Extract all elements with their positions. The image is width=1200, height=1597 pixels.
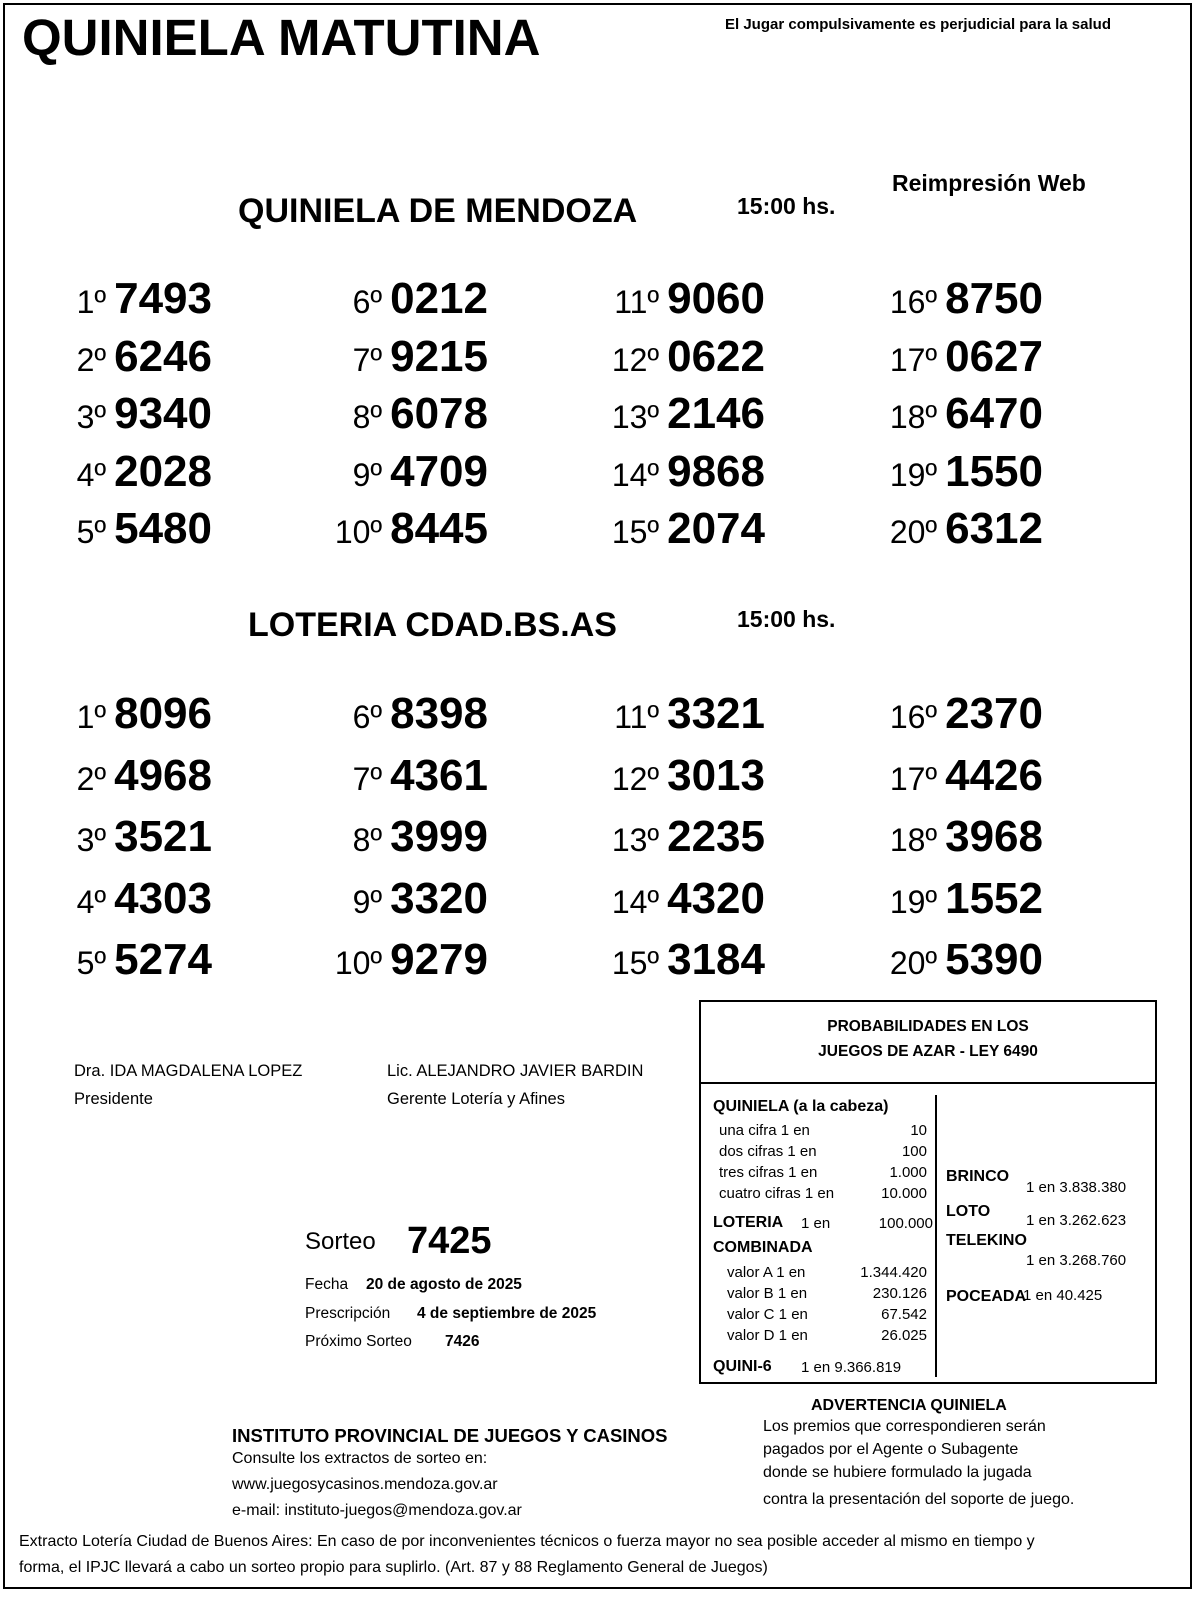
result-position: 17º bbox=[889, 760, 938, 797]
result-cell bbox=[12, 389, 212, 439]
result-cell bbox=[843, 812, 1043, 862]
probabilities-title-line1: PROBABILIDADES EN LOS bbox=[827, 1018, 1029, 1035]
result-number: 3013 bbox=[667, 750, 765, 800]
result-number: 8445 bbox=[390, 504, 488, 553]
advertencia-line: Los premios que correspondieren serán bbox=[763, 1418, 1046, 1435]
prob-row-label: tres cifras 1 en bbox=[719, 1164, 818, 1181]
prob-row-value: 67.542 bbox=[881, 1306, 927, 1323]
result-cell bbox=[288, 389, 488, 439]
result-number: 8398 bbox=[390, 689, 488, 738]
result-cell bbox=[288, 274, 488, 324]
prob-row-label: valor A 1 en bbox=[727, 1264, 806, 1281]
prob-row-label: valor D 1 en bbox=[727, 1327, 808, 1344]
result-position: 19º bbox=[889, 883, 938, 920]
prob-row-label: valor C 1 en bbox=[727, 1306, 808, 1323]
poceada-prob-label: POCEADA bbox=[946, 1288, 1027, 1305]
result-position: 6º bbox=[352, 284, 383, 320]
advertencia-line: donde se hubiere formulado la jugada bbox=[763, 1464, 1032, 1481]
result-cell bbox=[288, 447, 488, 497]
footer-line1: Extracto Lotería Ciudad de Buenos Aires: En caso de por inconvenientes técnicos o fuerza mayor no sea posible acceder al mismo en tiempo y bbox=[19, 1533, 1035, 1550]
result-cell bbox=[565, 274, 765, 324]
footer-line2: forma, el IPJC llevará a cabo un sorteo propio para suplirlo. (Art. 87 y 88 Reglamento General de Juegos) bbox=[19, 1559, 768, 1576]
signer-left-name: Dra. IDA MAGDALENA LOPEZ bbox=[74, 1062, 303, 1080]
result-number: 2370 bbox=[945, 689, 1043, 738]
institute-email: e-mail: instituto-juegos@mendoza.gov.ar bbox=[232, 1502, 522, 1519]
result-number: 8096 bbox=[114, 689, 212, 738]
prob-row-value: 230.126 bbox=[872, 1285, 927, 1302]
health-warning: El Jugar compulsivamente es perjudicial para la salud bbox=[725, 16, 1111, 33]
result-number: 3321 bbox=[667, 689, 765, 738]
brinco-prob-value: 1 en 3.838.380 bbox=[1026, 1179, 1127, 1196]
result-position: 17º bbox=[889, 341, 938, 378]
result-position: 2º bbox=[76, 760, 107, 797]
result-cell bbox=[12, 812, 212, 862]
signer-left-role: Presidente bbox=[74, 1090, 153, 1108]
result-number: 9215 bbox=[390, 331, 488, 381]
result-number: 6246 bbox=[114, 331, 212, 381]
result-number: 4968 bbox=[114, 750, 212, 800]
result-number: 5274 bbox=[114, 935, 212, 984]
result-position: 14º bbox=[611, 456, 660, 493]
result-number: 5390 bbox=[945, 935, 1043, 984]
result-number: 9060 bbox=[667, 274, 765, 323]
result-position: 15º bbox=[611, 514, 660, 550]
proximo-value: 7426 bbox=[445, 1333, 480, 1350]
institute-website: www.juegosycasinos.mendoza.gov.ar bbox=[232, 1476, 498, 1493]
result-cell bbox=[843, 389, 1043, 439]
result-cell bbox=[288, 689, 488, 739]
result-cell bbox=[12, 447, 212, 497]
result-number: 5480 bbox=[114, 504, 212, 553]
poceada-prob-value: 1 en 40.425 bbox=[1023, 1287, 1103, 1304]
result-cell bbox=[565, 504, 765, 554]
prob-row-label: una cifra 1 en bbox=[719, 1122, 810, 1139]
result-position: 4º bbox=[76, 456, 107, 493]
mendoza-time: 15:00 hs. bbox=[737, 193, 836, 219]
result-number: 2235 bbox=[667, 812, 765, 861]
result-number: 3968 bbox=[945, 812, 1043, 861]
result-cell bbox=[12, 274, 212, 324]
result-number: 9868 bbox=[667, 446, 765, 496]
loteria-prob-value: 100.000 bbox=[878, 1215, 933, 1232]
probabilities-title-line2: JUEGOS DE AZAR - LEY 6490 bbox=[818, 1043, 1038, 1060]
result-position: 5º bbox=[76, 514, 107, 550]
result-number: 4303 bbox=[114, 873, 212, 923]
advertencia-line: contra la presentación del soporte de juego. bbox=[763, 1491, 1075, 1508]
probabilities-header bbox=[701, 1002, 1155, 1084]
result-cell bbox=[288, 332, 488, 382]
result-cell bbox=[565, 332, 765, 382]
advertencia-title: ADVERTENCIA QUINIELA bbox=[811, 1397, 1007, 1414]
result-cell bbox=[12, 332, 212, 382]
result-position: 16º bbox=[889, 284, 938, 320]
result-number: 4320 bbox=[667, 873, 765, 923]
result-position: 9º bbox=[352, 883, 383, 920]
result-cell bbox=[288, 935, 488, 985]
result-position: 3º bbox=[76, 399, 107, 435]
page-title: QUINIELA MATUTINA bbox=[22, 9, 541, 66]
result-position: 10º bbox=[334, 514, 383, 550]
prescripcion-label: Prescripción bbox=[305, 1305, 391, 1322]
prob-row-label: cuatro cifras 1 en bbox=[719, 1185, 835, 1202]
result-cell bbox=[12, 935, 212, 985]
result-cell bbox=[843, 504, 1043, 554]
result-cell bbox=[12, 504, 212, 554]
loteria-prob-mid: 1 en bbox=[801, 1215, 831, 1232]
fecha-value: 20 de agosto de 2025 bbox=[366, 1276, 522, 1293]
sorteo-number: 7425 bbox=[407, 1220, 492, 1262]
result-position: 10º bbox=[334, 945, 383, 981]
probabilities-divider bbox=[935, 1095, 937, 1377]
probabilities-box bbox=[699, 1000, 1157, 1384]
sorteo-label: Sorteo bbox=[305, 1228, 376, 1255]
result-position: 20º bbox=[889, 945, 938, 981]
result-position: 15º bbox=[611, 945, 660, 981]
result-position: 7º bbox=[352, 760, 383, 797]
result-cell bbox=[565, 389, 765, 439]
result-cell bbox=[843, 447, 1043, 497]
result-position: 16º bbox=[889, 699, 938, 735]
result-cell bbox=[843, 274, 1043, 324]
result-number: 6312 bbox=[945, 504, 1043, 553]
result-position: 8º bbox=[352, 822, 383, 858]
quini6-prob-value: 1 en 9.366.819 bbox=[801, 1359, 902, 1376]
result-cell bbox=[843, 751, 1043, 801]
result-position: 8º bbox=[352, 399, 383, 435]
proximo-label: Próximo Sorteo bbox=[305, 1333, 412, 1350]
result-number: 2146 bbox=[667, 389, 765, 438]
result-number: 3184 bbox=[667, 935, 765, 984]
result-number: 2074 bbox=[667, 504, 765, 553]
result-position: 4º bbox=[76, 883, 107, 920]
result-number: 4709 bbox=[390, 446, 488, 496]
prob-row-label: dos cifras 1 en bbox=[719, 1143, 817, 1160]
result-cell bbox=[565, 447, 765, 497]
signer-right-role: Gerente Lotería y Afines bbox=[387, 1090, 565, 1108]
result-position: 11º bbox=[614, 284, 660, 320]
brinco-prob-label: BRINCO bbox=[946, 1168, 1010, 1185]
prob-row-value: 26.025 bbox=[881, 1327, 927, 1344]
prob-row-value: 100 bbox=[901, 1143, 927, 1160]
advertencia-line: pagados por el Agente o Subagente bbox=[763, 1441, 1019, 1458]
result-cell bbox=[12, 751, 212, 801]
result-number: 6078 bbox=[390, 389, 488, 438]
result-cell bbox=[288, 812, 488, 862]
result-cell bbox=[843, 935, 1043, 985]
result-position: 3º bbox=[76, 822, 107, 858]
result-number: 2028 bbox=[114, 446, 212, 496]
result-number: 1550 bbox=[945, 446, 1043, 496]
result-number: 3999 bbox=[390, 812, 488, 861]
result-cell bbox=[12, 874, 212, 924]
result-number: 0627 bbox=[945, 331, 1043, 381]
result-position: 19º bbox=[889, 456, 938, 493]
result-cell bbox=[565, 935, 765, 985]
loteria-prob-label: LOTERIA bbox=[713, 1214, 784, 1231]
result-number: 6470 bbox=[945, 389, 1043, 438]
result-cell bbox=[565, 751, 765, 801]
result-position: 18º bbox=[889, 822, 938, 858]
prescripcion-value: 4 de septiembre de 2025 bbox=[417, 1305, 597, 1322]
signer-right-name: Lic. ALEJANDRO JAVIER BARDIN bbox=[387, 1062, 644, 1080]
result-number: 3521 bbox=[114, 812, 212, 861]
result-position: 12º bbox=[611, 341, 660, 378]
result-number: 3320 bbox=[390, 873, 488, 923]
result-number: 7493 bbox=[114, 274, 212, 323]
result-position: 9º bbox=[352, 456, 383, 493]
mendoza-title: QUINIELA DE MENDOZA bbox=[238, 192, 638, 230]
result-cell bbox=[288, 504, 488, 554]
result-number: 4361 bbox=[390, 750, 488, 800]
result-cell bbox=[288, 751, 488, 801]
result-cell bbox=[565, 812, 765, 862]
result-position: 14º bbox=[611, 883, 660, 920]
result-cell bbox=[843, 689, 1043, 739]
prob-row-value: 10 bbox=[910, 1122, 927, 1139]
result-cell bbox=[12, 689, 212, 739]
result-cell bbox=[288, 874, 488, 924]
result-cell bbox=[843, 874, 1043, 924]
result-position: 7º bbox=[352, 341, 383, 378]
result-position: 13º bbox=[611, 399, 660, 435]
result-position: 11º bbox=[614, 699, 660, 735]
result-number: 1552 bbox=[945, 873, 1043, 923]
result-number: 4426 bbox=[945, 750, 1043, 800]
result-position: 18º bbox=[889, 399, 938, 435]
loto-prob-value: 1 en 3.262.623 bbox=[1026, 1212, 1127, 1229]
result-position: 12º bbox=[611, 760, 660, 797]
bsas-time: 15:00 hs. bbox=[737, 606, 836, 632]
result-cell bbox=[565, 874, 765, 924]
combinada-prob-title: COMBINADA bbox=[713, 1239, 813, 1256]
loto-prob-label: LOTO bbox=[946, 1203, 991, 1220]
result-number: 9279 bbox=[390, 935, 488, 984]
quiniela-prob-title: QUINIELA (a la cabeza) bbox=[713, 1098, 889, 1115]
prob-row-value: 1.344.420 bbox=[860, 1264, 927, 1281]
fecha-label: Fecha bbox=[305, 1276, 349, 1293]
quini6-prob-label: QUINI-6 bbox=[713, 1358, 772, 1375]
result-number: 0212 bbox=[390, 274, 488, 323]
result-position: 5º bbox=[76, 945, 107, 981]
result-position: 1º bbox=[76, 699, 107, 735]
result-number: 0622 bbox=[667, 331, 765, 381]
result-cell bbox=[565, 689, 765, 739]
result-position: 2º bbox=[76, 341, 107, 378]
result-position: 20º bbox=[889, 514, 938, 550]
prob-row-label: valor B 1 en bbox=[727, 1285, 808, 1302]
institute-title: INSTITUTO PROVINCIAL DE JUEGOS Y CASINOS bbox=[232, 1425, 668, 1446]
telekino-prob-label: TELEKINO bbox=[946, 1232, 1027, 1249]
result-position: 13º bbox=[611, 822, 660, 858]
result-number: 8750 bbox=[945, 274, 1043, 323]
result-position: 6º bbox=[352, 699, 383, 735]
institute-line1: Consulte los extractos de sorteo en: bbox=[232, 1450, 488, 1467]
prob-row-value: 1.000 bbox=[889, 1164, 927, 1181]
telekino-prob-value: 1 en 3.268.760 bbox=[1026, 1252, 1127, 1269]
result-number: 9340 bbox=[114, 389, 212, 438]
bsas-title: LOTERIA CDAD.BS.AS bbox=[248, 606, 617, 644]
result-cell bbox=[843, 332, 1043, 382]
prob-row-value: 10.000 bbox=[881, 1185, 927, 1202]
reprint-label: Reimpresión Web bbox=[892, 170, 1086, 196]
result-position: 1º bbox=[76, 284, 107, 320]
